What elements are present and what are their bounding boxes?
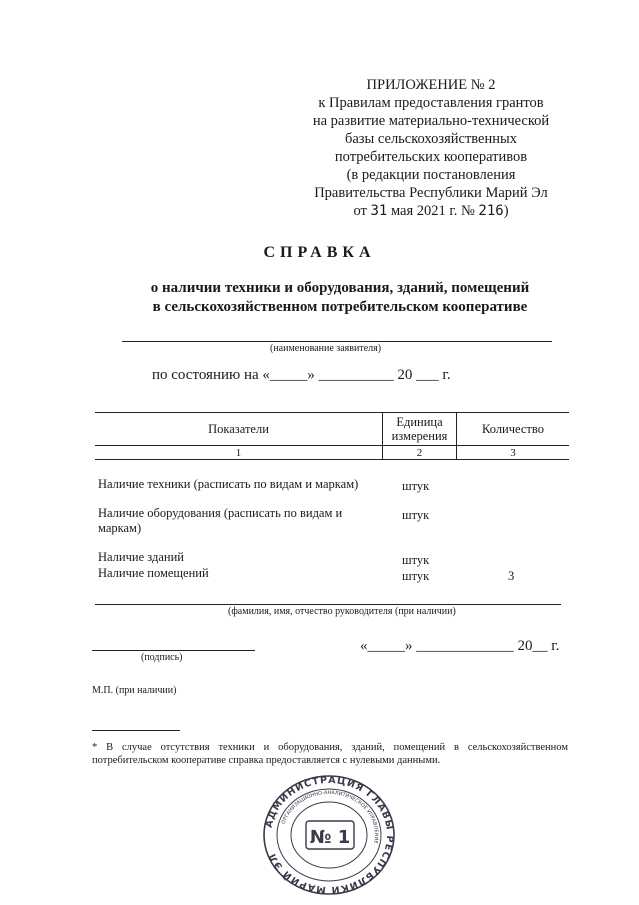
- column-number: 2: [383, 446, 457, 460]
- subtitle-line: о наличии техники и оборудования, зданий, помещений: [150, 280, 530, 296]
- date-day: 31: [370, 203, 388, 219]
- table-row: [98, 550, 378, 565]
- stamp-outer-text: АДМИНИСТРАЦИЯ ГЛАВЫ РЕСПУБЛИКИ МАРИЙ ЭЛ: [263, 774, 396, 896]
- appendix-line: на развитие материально-технической: [312, 113, 550, 129]
- applicant-caption: (наименование заявителя): [270, 343, 382, 354]
- date-prefix: от: [353, 203, 367, 219]
- header-quantity: Количество: [457, 413, 570, 446]
- appendix-line: к Правилам предоставления грантов: [318, 95, 544, 111]
- row-unit: штук: [402, 553, 430, 567]
- stamp-inner-text: ОРГАНИЗАЦИОННО-АНАЛИТИЧЕСКОЕ УПРАВЛЕНИЕ: [280, 789, 380, 845]
- appendix-line: базы сельскохозяйственных: [344, 131, 518, 147]
- date-number: 216: [478, 203, 504, 219]
- date-rest: мая 2021 г. №: [390, 203, 475, 219]
- row-label: Наличие помещений: [98, 566, 209, 580]
- signing-date-line: «_____» _____________ 20__ г.: [360, 638, 560, 654]
- indicators-table: [95, 412, 569, 460]
- table-row: [98, 477, 378, 492]
- head-caption: (фамилия, имя, отчество руководителя (при наличии): [228, 606, 456, 617]
- table-row: [98, 566, 378, 581]
- appendix-header: [300, 76, 562, 220]
- subtitle-line: в сельскохозяйственном потребительском кооперативе: [152, 299, 528, 315]
- header-unit: Единица измерения: [383, 413, 457, 446]
- row-label: Наличие оборудования (расписать по видам и маркам): [98, 506, 343, 535]
- signature-caption: (подпись): [141, 652, 183, 663]
- official-stamp: [262, 773, 396, 897]
- header-indicators: Показатели: [95, 413, 383, 446]
- column-number: 3: [457, 446, 570, 460]
- row-qty: 3: [508, 569, 515, 583]
- appendix-line: ПРИЛОЖЕНИЕ № 2: [366, 77, 496, 93]
- footnote: * В случае отсутствия техники и оборудования, зданий, помещений в сельскохозяйственном потребительском кооперативе справка предоставляется с нулевыми данными.: [92, 742, 568, 766]
- footnote-separator: [92, 730, 180, 731]
- date-close: ): [503, 203, 509, 219]
- row-unit: штук: [402, 569, 430, 583]
- state-date-line: по состоянию на «_____» __________ 20 ___ г.: [152, 367, 451, 383]
- column-number: 1: [95, 446, 383, 460]
- applicant-underline: [122, 341, 552, 342]
- row-unit: штук: [402, 479, 430, 493]
- table-row: [98, 506, 368, 536]
- document-title: СПРАВКА: [263, 244, 376, 261]
- row-label: Наличие зданий: [98, 550, 184, 564]
- row-label: Наличие техники (расписать по видам и маркам): [98, 477, 359, 491]
- appendix-line: потребительских кооперативов: [334, 149, 528, 165]
- signature-underline: [92, 650, 255, 651]
- row-unit: штук: [402, 508, 430, 522]
- head-underline: [95, 604, 561, 605]
- stamp-number: № 1: [309, 827, 351, 848]
- appendix-date-line: [300, 202, 562, 220]
- appendix-line: Правительства Республики Марий Эл: [314, 185, 548, 201]
- appendix-line: (в редакции постановления: [346, 167, 516, 183]
- seal-place: М.П. (при наличии): [92, 685, 177, 696]
- document-subtitle: [60, 279, 620, 317]
